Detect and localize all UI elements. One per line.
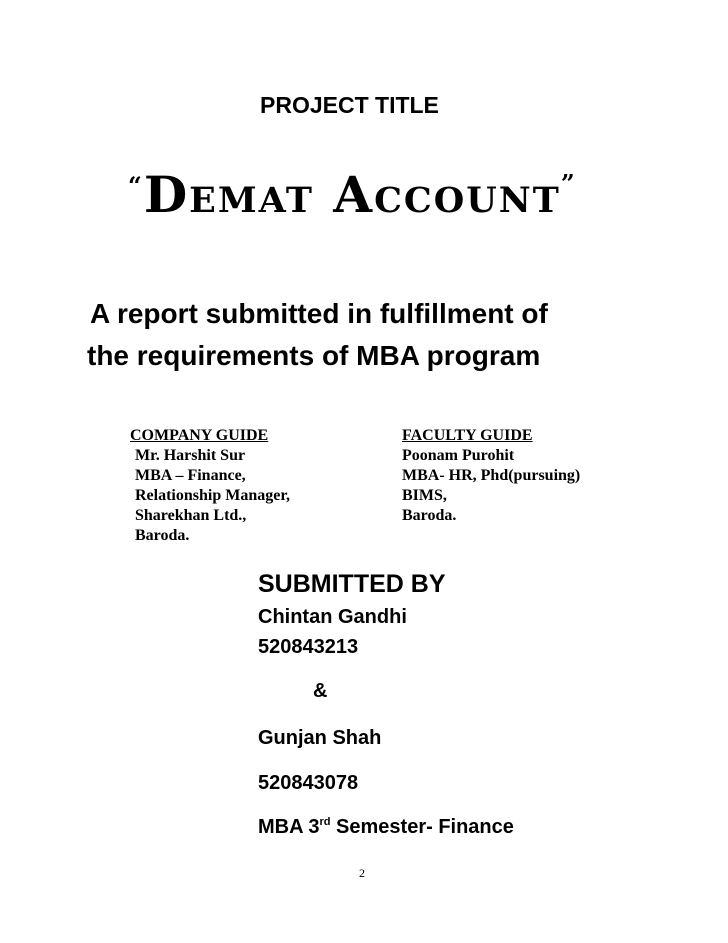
program-ordinal-suffix: rd xyxy=(319,816,331,828)
company-guide-details xyxy=(135,446,290,546)
main-title xyxy=(128,165,577,224)
close-quote: ” xyxy=(560,169,577,198)
student-2-name: Gunjan Shah xyxy=(258,727,382,749)
page-number: 2 xyxy=(359,866,365,880)
faculty-guide-qualification: MBA- HR, Phd(pursuing) xyxy=(402,467,581,484)
faculty-guide-details xyxy=(402,446,580,526)
student-1-name: Chintan Gandhi xyxy=(258,606,407,628)
faculty-guide-city: Baroda. xyxy=(402,507,457,524)
faculty-guide-name: Poonam Purohit xyxy=(402,447,515,464)
program-prefix: MBA 3 xyxy=(258,816,320,838)
project-title-label: PROJECT TITLE xyxy=(260,92,439,118)
program-semester xyxy=(258,816,514,839)
report-statement-line-1: A report submitted in fulfillment of xyxy=(90,298,548,329)
company-guide-heading: COMPANY GUIDE xyxy=(130,427,269,444)
program-suffix: Semester- Finance xyxy=(330,816,514,838)
student-1-roll-number: 520843213 xyxy=(258,636,359,658)
faculty-guide-institute: BIMS, xyxy=(402,487,447,504)
report-statement-line-2: the requirements of MBA program xyxy=(87,340,541,371)
company-guide-company: Sharekhan Ltd., xyxy=(135,507,247,524)
company-guide-name: Mr. Harshit Sur xyxy=(135,447,246,464)
company-guide-qualification: MBA – Finance, xyxy=(135,467,246,484)
student-2-roll-number: 520843078 xyxy=(258,772,359,794)
company-guide-designation: Relationship Manager, xyxy=(135,487,290,504)
main-title-text: Demat Account xyxy=(143,165,561,224)
submitted-by-heading: SUBMITTED BY xyxy=(258,570,446,598)
open-quote: “ xyxy=(128,171,144,200)
ampersand: & xyxy=(313,680,328,702)
faculty-guide-heading: FACULTY GUIDE xyxy=(402,427,533,444)
company-guide-city: Baroda. xyxy=(135,527,190,544)
